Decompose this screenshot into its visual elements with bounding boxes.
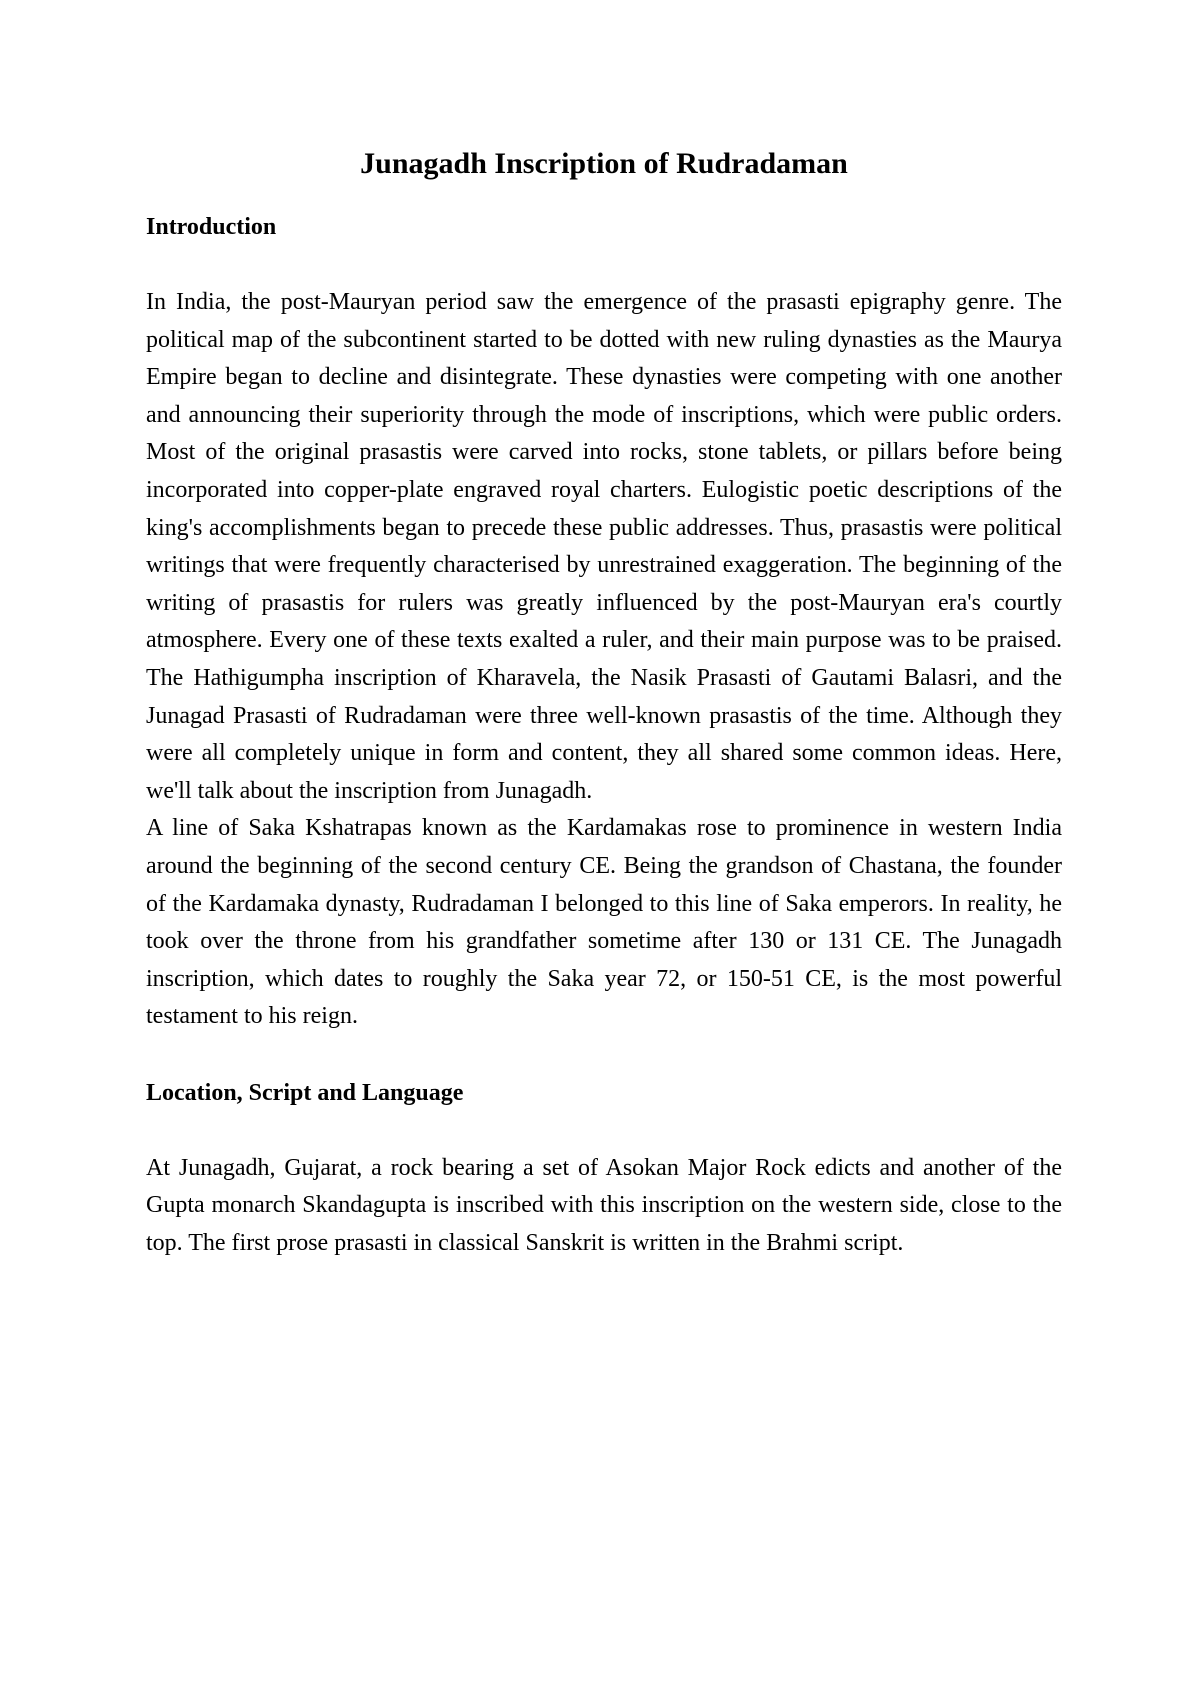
introduction-paragraph-2: A line of Saka Kshatrapas known as the Kardamakas rose to prominence in western India around the beginning of the second century CE. Being the grandson of Chastana, the founder of the Kardamaka dynasty, Rudradaman I belonged to this line of Saka emperors. In reality, he took over the throne from his grandfather sometime after 130 or 131 CE. The Junagadh inscription, which dates to roughly the Saka year 72, or 150-51 CE, is the most powerful testament to his reign. [146, 815, 1062, 1030]
document-title: Junagadh Inscription of Rudradaman [360, 147, 848, 180]
document-body [146, 142, 1062, 1263]
section-heading-introduction: Introduction [146, 214, 277, 240]
location-paragraph-1: At Junagadh, Gujarat, a rock bearing a set of Asokan Major Rock edicts and another of the Gupta monarch Skandagupta is inscribed with this inscription on the western side, close to the top. The first prose prasasti in classical Sanskrit is written in the Brahmi script. [146, 1154, 1062, 1257]
introduction-paragraph-1: In India, the post-Mauryan period saw the emergence of the prasasti epigraphy genre. The political map of the subcontinent started to be dotted with new ruling dynasties as the Maurya Empire began to decline and disintegrate. These dynasties were competing with one another and announcing their superiority through the mode of inscriptions, which were public orders. Most of the original prasastis were carved into rocks, stone tablets, or pillars before being incorporated into copper-plate engraved royal charters. Eulogistic poetic descriptions of the king's accomplishments began to precede these public addresses. Thus, prasastis were political writings that were frequently characterised by unrestrained exaggeration. The beginning of the writing of prasastis for rulers was greatly influenced by the post-Mauryan era's courtly atmosphere. Every one of these texts exalted a ruler, and their main purpose was to be praised. The Hathigumpha inscription of Kharavela, the Nasik Prasasti of Gautami Balasri, and the Junagad Prasasti of Rudradaman were three well-known prasastis of the time. Although they were all completely unique in form and content, they all shared some common ideas. Here, we'll talk about the inscription from Junagadh. [146, 289, 1062, 804]
section-heading-location-script-language: Location, Script and Language [146, 1079, 464, 1106]
